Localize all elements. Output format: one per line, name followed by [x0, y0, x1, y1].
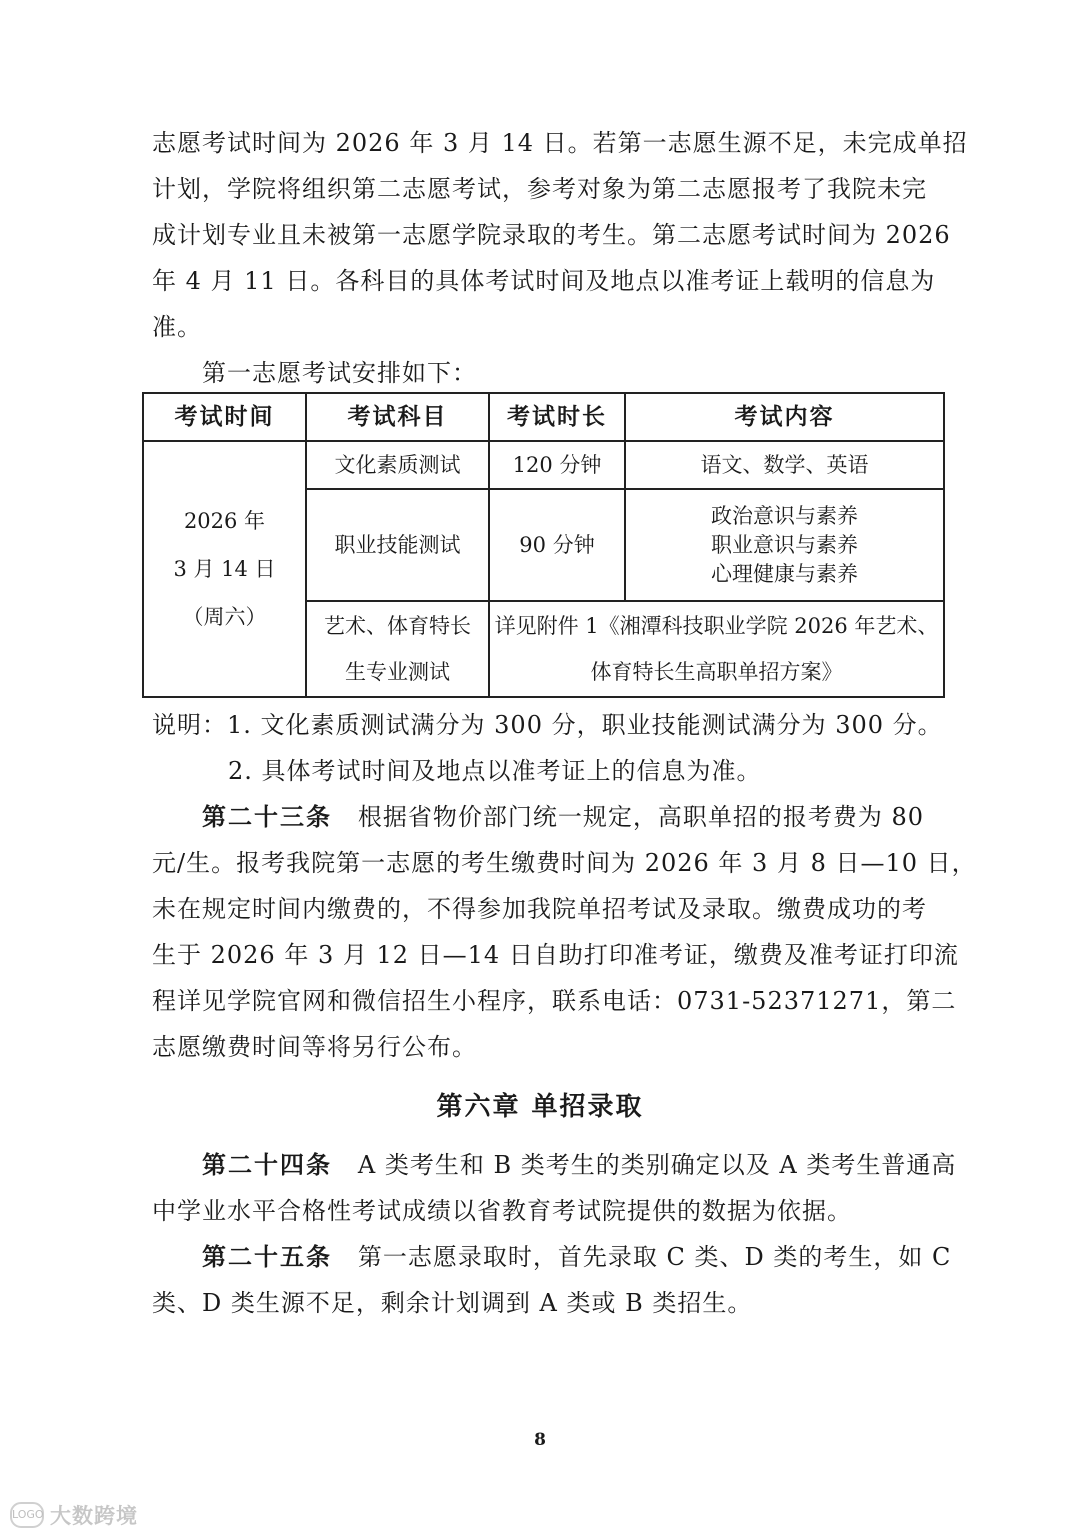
duration-cell: 90 分钟: [489, 489, 625, 601]
paragraph-line: 程详见学院官网和微信招生小程序，联系电话：0731-52371271，第二: [152, 987, 957, 1015]
paragraph-line: 类、D 类生源不足，剩余计划调到 A 类或 B 类招生。: [152, 1289, 753, 1317]
exam-schedule-table: [142, 392, 945, 698]
article-23-title: 第二十三条: [202, 803, 332, 831]
chapter-heading: 第六章 单招录取: [436, 1092, 644, 1122]
special-content-cell: [489, 601, 944, 697]
paragraph-line: 未在规定时间内缴费的，不得参加我院单招考试及录取。缴费成功的考: [152, 895, 927, 923]
exam-date-year: 2026 年: [183, 509, 266, 533]
note-line: 2. 具体考试时间及地点以准考证上的信息为准。: [228, 757, 762, 785]
paragraph-line: 计划，学院将组织第二志愿考试，参考对象为第二志愿报考了我院未完: [152, 175, 927, 203]
subject-cell: 文化素质测试: [306, 441, 489, 489]
header-exam-subject: 考试科目: [306, 393, 489, 441]
watermark-text: 大数跨境: [50, 1504, 138, 1528]
article-24-text: A 类考生和 B 类考生的类别确定以及 A 类考生普通高: [357, 1151, 957, 1179]
watermark-logo-icon: LOGO: [10, 1502, 44, 1528]
subject-line: 艺术、体育特长: [324, 614, 471, 638]
content-line: 详见附件 1《湘潭科技职业学院 2026 年艺术、: [494, 614, 939, 638]
paragraph-line: 生于 2026 年 3 月 12 日—14 日自助打印准考证，缴费及准考证打印流: [152, 941, 959, 969]
paragraph-line: 志愿考试时间为 2026 年 3 月 14 日。若第一志愿生源不足，未完成单招: [152, 129, 968, 157]
schedule-intro: 第一志愿考试安排如下：: [202, 359, 477, 387]
subject-cell: 职业技能测试: [306, 489, 489, 601]
content-cell: [625, 489, 944, 601]
article-25-title: 第二十五条: [202, 1243, 332, 1271]
paragraph-line: 年 4 月 11 日。各科目的具体考试时间及地点以准考证上载明的信息为: [152, 267, 936, 295]
article-25-text: 第一志愿录取时，首先录取 C 类、D 类的考生，如 C: [357, 1243, 952, 1271]
watermark: [10, 1500, 138, 1530]
subject-line: 生专业测试: [345, 660, 450, 684]
content-line: 体育特长生高职单招方案》: [590, 660, 843, 684]
content-line: 心理健康与素养: [711, 561, 858, 586]
paragraph-line: 元/生。报考我院第一志愿的考生缴费时间为 2026 年 3 月 8 日—10 日，: [152, 849, 977, 877]
content-line: 政治意识与素养: [711, 503, 858, 528]
article-25-first-line: [202, 1240, 992, 1274]
header-exam-duration: 考试时长: [489, 393, 625, 441]
paragraph-line: 中学业水平合格性考试成绩以省教育考试院提供的数据为依据。: [152, 1197, 852, 1225]
content-line: 职业意识与素养: [711, 532, 858, 557]
paragraph-line: 成计划专业且未被第一志愿学院录取的考生。第二志愿考试时间为 2026: [152, 221, 951, 249]
paragraph-line: 志愿缴费时间等将另行公布。: [152, 1033, 477, 1061]
article-24-title: 第二十四条: [202, 1151, 332, 1179]
page-number: 8: [534, 1430, 546, 1450]
exam-date-cell: [143, 441, 306, 697]
paragraph-line: 准。: [152, 313, 202, 341]
article-23-first-line: [202, 800, 992, 834]
table-header-row: [143, 393, 944, 441]
exam-date-day: 3 月 14 日: [173, 557, 276, 581]
table-row: [143, 441, 944, 489]
content-cell: 语文、数学、英语: [625, 441, 944, 489]
header-exam-time: 考试时间: [143, 393, 306, 441]
article-24-first-line: [202, 1148, 992, 1182]
article-23-text: 根据省物价部门统一规定，高职单招的报考费为 80: [357, 803, 925, 831]
special-subject-cell: [306, 601, 489, 697]
exam-date-weekday: （周六）: [182, 605, 267, 629]
duration-cell: 120 分钟: [489, 441, 625, 489]
note-line: 说明：1. 文化素质测试满分为 300 分，职业技能测试满分为 300 分。: [152, 711, 943, 739]
header-exam-content: 考试内容: [625, 393, 944, 441]
